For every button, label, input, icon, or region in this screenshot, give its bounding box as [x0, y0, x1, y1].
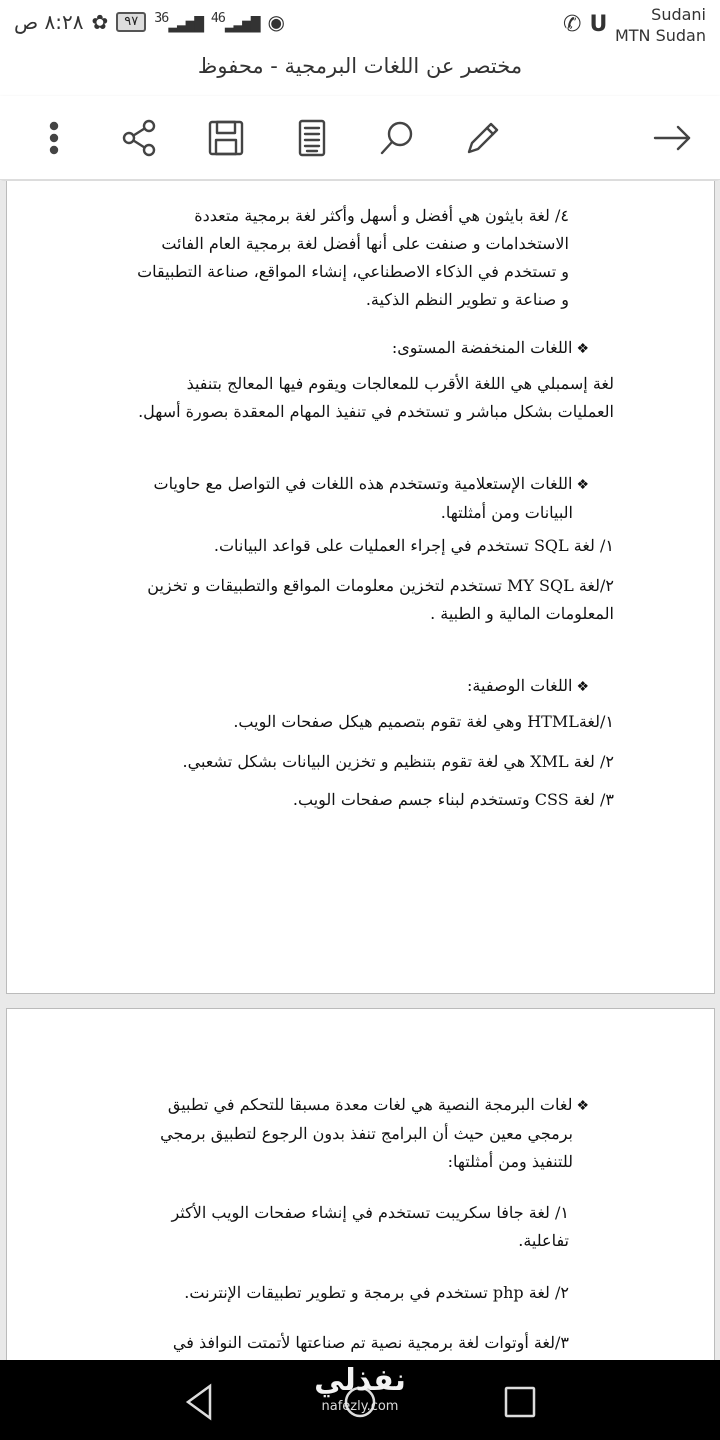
heading-text: اللغات الإستعلامية وتستخدم هذه اللغات في التواصل مع حاويات — [153, 474, 573, 493]
bullet-icon: ❖ — [576, 1098, 589, 1114]
bullet-icon: ❖ — [576, 679, 589, 695]
document-title: مختصر عن اللغات البرمجية - محفوظ — [197, 54, 523, 78]
query-heading — [154, 470, 590, 527]
text-line: ١/ لغة جافا سكريبت تستخدم في إنشاء صفحات الويب الأكثر — [171, 1203, 569, 1222]
text-line: و تستخدم في الذكاء الاصطناعي، إنشاء المواقع، صناعة التطبيقات — [137, 262, 569, 281]
bullet-icon: ❖ — [576, 341, 589, 357]
watermark-subtext: nafezly.com — [321, 1399, 399, 1414]
bullet-icon: ❖ — [576, 477, 589, 493]
eye-icon: ◉ — [267, 10, 285, 34]
carrier-2: MTN Sudan — [614, 26, 706, 45]
watermark-text: نفذلي — [314, 1363, 406, 1398]
status-bar — [0, 0, 720, 48]
document-viewer[interactable] — [0, 181, 720, 1360]
share-icon[interactable] — [115, 114, 163, 162]
u-app-icon: U — [589, 12, 608, 37]
text-line: العمليات بشكل مباشر و تستخدم في تنفيذ المهام المعقدة بصورة أسهل. — [138, 402, 614, 421]
carrier-names — [615, 4, 706, 46]
heading-text: اللغات المنخفضة المستوى: — [391, 338, 573, 357]
more-vert-icon[interactable] — [30, 114, 78, 162]
reader-icon[interactable] — [288, 114, 336, 162]
text-line: تفاعلية. — [518, 1231, 569, 1250]
recents-nav-icon[interactable] — [498, 1380, 542, 1424]
heading-text: اللغات الوصفية: — [467, 676, 573, 695]
save-icon[interactable] — [202, 114, 250, 162]
signal-icon-2: $^{46}$▂▃▅▇ — [210, 11, 260, 33]
php-line: ٢/ لغة php تستخدم في برمجة و تطوير تطبيقات الإنترنت. — [184, 1283, 569, 1302]
heading-text: البيانات ومن أمثلتها. — [440, 503, 573, 522]
status-left — [14, 10, 285, 34]
assembly-paragraph — [138, 370, 614, 426]
leaf-icon: ✿ — [91, 10, 109, 34]
edit-icon[interactable] — [459, 114, 507, 162]
python-paragraph — [137, 202, 569, 314]
signal-icon-1: $^{36}$▂▃▅▇ — [154, 11, 203, 33]
watermark-logo — [310, 1362, 410, 1414]
descriptive-heading — [467, 672, 589, 701]
carrier-1: Sudani — [651, 5, 706, 24]
css-line: ٣/ لغة CSS وتستخدم لبناء جسم صفحات الويب. — [292, 790, 614, 809]
whatsapp-icon: ✆ — [563, 12, 582, 37]
clock: ٨:٢٨ ص — [14, 10, 84, 34]
search-icon[interactable] — [373, 114, 421, 162]
back-nav-icon[interactable] — [178, 1380, 222, 1424]
text-line: الاستخدامات و صنفت على أنها أفضل لغة برمجية العام الفائت — [161, 234, 569, 253]
sql-line: ١/ لغة SQL تستخدم في إجراء العمليات على قواعد البيانات. — [213, 536, 614, 555]
document-page-1 — [6, 181, 715, 994]
low-level-heading — [392, 334, 589, 363]
notification-icons — [563, 12, 607, 37]
scripting-heading — [160, 1091, 589, 1176]
text-line: لغة إسمبلي هي اللغة الأقرب للمعالجات ويقوم فيها المعالج بتنفيذ — [186, 374, 614, 393]
heading-text: لغات البرمجة النصية هي لغات معدة مسبقا للتحكم في تطبيق — [167, 1095, 573, 1114]
autoit-line: ٣/لغة أوتوات لغة برمجية نصية تم صناعتها لأتمتت النوافذ في — [172, 1333, 569, 1352]
javascript-paragraph — [171, 1199, 569, 1255]
text-line: المعلومات المالية و الطبية . — [430, 604, 614, 623]
xml-line: ٢/ لغة XML هي لغة تقوم بتنظيم و تخزين البيانات بشكل تشعبي. — [182, 752, 614, 771]
document-page-2 — [6, 1008, 715, 1360]
forward-arrow-icon[interactable] — [648, 114, 696, 162]
html-line: ١/لغةHTML وهي لغة تقوم بتصميم هيكل صفحات الويب. — [233, 712, 614, 731]
battery-icon: ٩٧ — [116, 12, 146, 32]
mysql-paragraph — [147, 572, 614, 628]
text-line: ٢/لغة MY SQL تستخدم لتخزين معلومات المواقع والتطبيقات و تخزين — [147, 576, 614, 595]
text-line: و صناعة و تطوير النظم الذكية. — [365, 290, 569, 309]
heading-text: برمجي معين حيث أن البرامج تنفذ بدون الرجوع لتطبيق برمجي — [160, 1124, 573, 1143]
heading-text: للتنفيذ ومن أمثلتها: — [447, 1152, 573, 1171]
toolbar — [0, 96, 720, 180]
text-line: ٤/ لغة بايثون هي أفضل و أسهل وأكثر لغة برمجية متعددة — [194, 206, 569, 225]
